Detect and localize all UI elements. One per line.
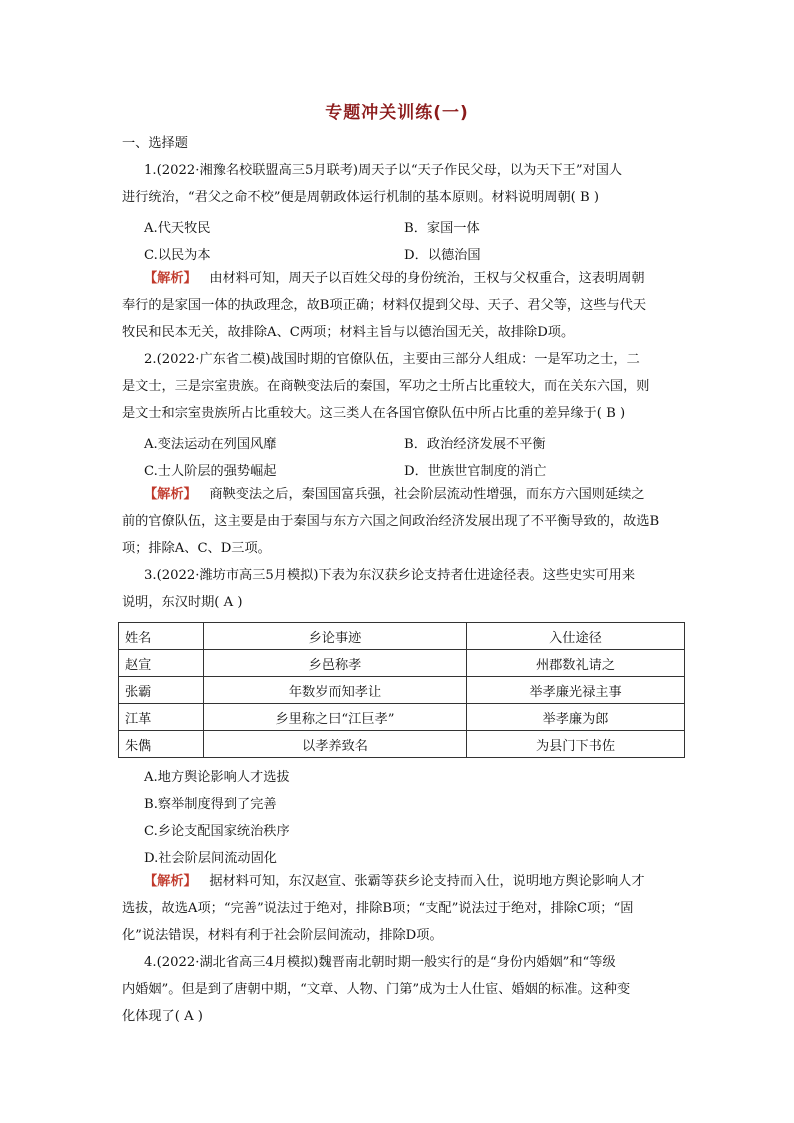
page-title: 专题冲关训练(一) xyxy=(325,103,469,123)
q3-analysis-line3: 化”说法错误，材料有利于社会阶层间流动，排除D项。 xyxy=(122,928,443,943)
q2-analysis-text1: 商鞅变法之后，秦国国富兵强，社会阶层流动性增强，而东方六国则延续之 xyxy=(209,487,645,502)
q3-option-a: A.地方舆论影响人才选拔 xyxy=(144,770,290,785)
q1-option-a: A.代天牧民 xyxy=(144,221,211,236)
table-row xyxy=(119,650,685,677)
q4-stem-line1: 4.(2022·湖北省高三4月模拟)魏晋南北朝时期一般实行的是“身份内婚姻”和“等级 xyxy=(144,955,616,970)
q3-stem-line2: 说明，东汉时期( A ) xyxy=(122,595,243,610)
q2-option-b: B．政治经济发展不平衡 xyxy=(404,437,546,452)
q2-option-d: D．世族世官制度的消亡 xyxy=(404,464,547,479)
q2-stem-line1: 2.(2022·广东省二模)战国时期的官僚队伍，主要由三部分人组成：一是军功之士，二 xyxy=(144,352,640,367)
q1-option-b: B．家国一体 xyxy=(404,221,480,236)
q1-analysis-line2: 奉行的是家国一体的执政理念，故B项正确；材料仅提到父母、天子、君父等，这些与代天 xyxy=(122,298,646,313)
q3-option-c: C.乡论支配国家统治秩序 xyxy=(144,824,290,839)
table-header-row xyxy=(119,623,685,650)
q3-option-d: D.社会阶层间流动固化 xyxy=(144,851,277,866)
q1-analysis-line1 xyxy=(144,271,645,287)
q1-stem-line2: 进行统治，“君父之命不校”便是周朝政体运行机制的基本原则。材料说明周朝( B ) xyxy=(122,190,600,205)
table-row xyxy=(119,704,685,731)
q1-option-d: D．以德治国 xyxy=(404,248,481,263)
analysis-tag: 【解析】 xyxy=(144,487,197,502)
analysis-tag: 【解析】 xyxy=(144,271,197,286)
table-cell: 为县门下书佐 xyxy=(467,731,685,758)
q3-analysis-text1: 据材料可知，东汉赵宣、张霸等获乡论支持而入仕，说明地方舆论影响人才 xyxy=(209,874,645,889)
q4-stem-line3: 化体现了( A ) xyxy=(122,1009,203,1024)
q2-analysis-line3: 项；排除A、C、D三项。 xyxy=(122,541,271,556)
table-cell: 年数岁而知孝让 xyxy=(204,677,467,704)
table-cell: 赵宣 xyxy=(119,650,204,677)
table-header-cell: 入仕途径 xyxy=(467,623,685,650)
table-cell: 举孝廉光禄主事 xyxy=(467,677,685,704)
q4-stem-line2: 内婚姻”。但是到了唐朝中期，“文章、人物、门第”成为士人仕宦、婚姻的标准。这种变 xyxy=(122,982,631,997)
table-cell: 乡邑称孝 xyxy=(204,650,467,677)
section-heading: 一、选择题 xyxy=(122,136,188,151)
table-cell: 乡里称之曰“江巨孝” xyxy=(204,704,467,731)
analysis-tag: 【解析】 xyxy=(144,874,197,889)
q3-table xyxy=(118,622,685,758)
q2-option-c: C.士人阶层的强势崛起 xyxy=(144,464,277,479)
q3-option-b: B.察举制度得到了完善 xyxy=(144,797,277,812)
q3-analysis-line1 xyxy=(144,874,645,890)
q1-option-c: C.以民为本 xyxy=(144,248,211,263)
table-cell: 张霸 xyxy=(119,677,204,704)
table-row xyxy=(119,731,685,758)
q3-stem-line1: 3.(2022·潍坊市高三5月模拟)下表为东汉获乡论支持者仕进途径表。这些史实可用来 xyxy=(144,568,636,583)
q2-analysis-line2: 前的官僚队伍，这主要是由于秦国与东方六国之间政治经济发展出现了不平衡导致的，故选B xyxy=(122,514,660,529)
q2-stem-line3: 是文士和宗室贵族所占比重较大。这三类人在各国官僚队伍中所占比重的差异缘于( B ) xyxy=(122,406,626,421)
q1-stem-line1: 1.(2022·湘豫名校联盟高三5月联考)周天子以“天子作民父母，以为天下王”对国人 xyxy=(144,163,623,178)
q2-stem-line2: 是文士，三是宗室贵族。在商鞅变法后的秦国，军功之士所占比重较大，而在关东六国，则 xyxy=(122,379,650,394)
table-header-cell: 乡论事迹 xyxy=(204,623,467,650)
q2-option-a: A.变法运动在列国风靡 xyxy=(144,437,277,452)
table-cell: 举孝廉为郎 xyxy=(467,704,685,731)
table-header-cell: 姓名 xyxy=(119,623,204,650)
table-cell: 朱儁 xyxy=(119,731,204,758)
table-row xyxy=(119,677,685,704)
table-cell: 江革 xyxy=(119,704,204,731)
table-cell: 以孝养致名 xyxy=(204,731,467,758)
q3-analysis-line2: 选拔，故选A项；“完善”说法过于绝对，排除B项；“支配”说法过于绝对，排除C项；“固 xyxy=(122,901,634,916)
table-cell: 州郡数礼请之 xyxy=(467,650,685,677)
q2-analysis-line1 xyxy=(144,487,645,503)
q1-analysis-line3: 牧民和民本无关，故排除A、C两项；材料主旨与以德治国无关，故排除D项。 xyxy=(122,325,575,340)
q1-analysis-text1: 由材料可知，周天子以百姓父母的身份统治，王权与父权重合，这表明周朝 xyxy=(209,271,645,286)
